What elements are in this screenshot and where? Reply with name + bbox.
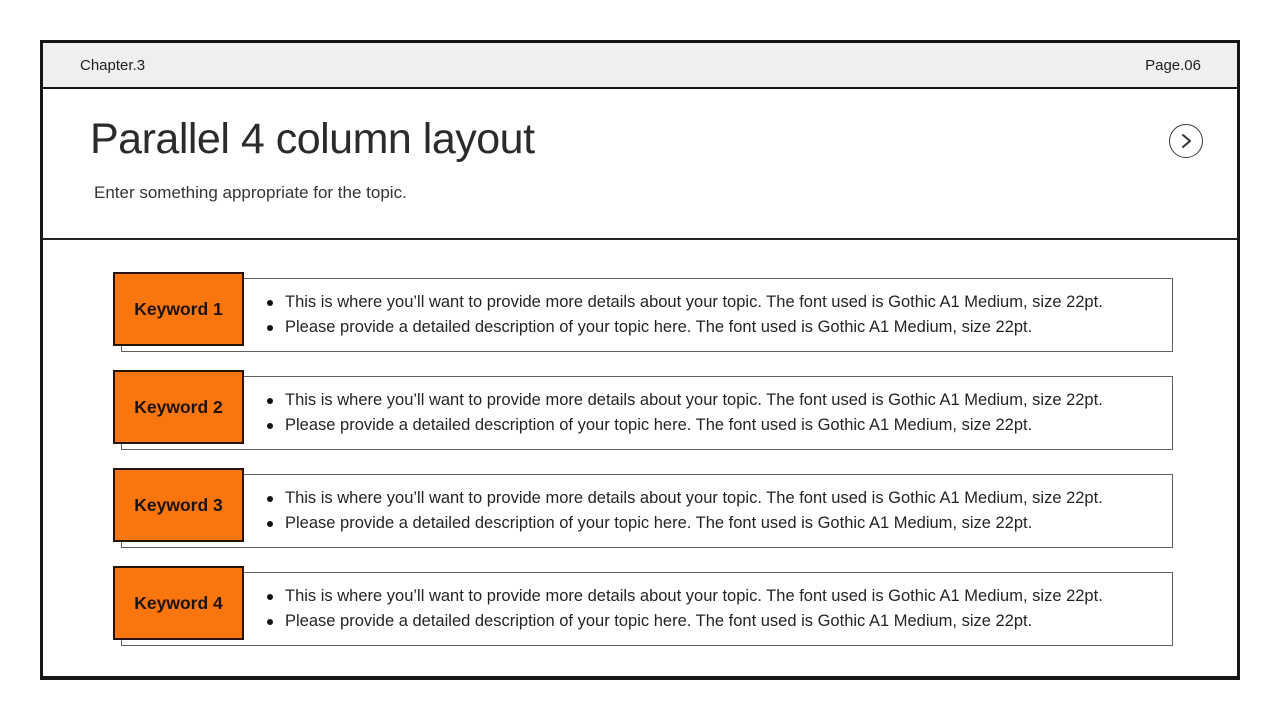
bullet-list: [267, 388, 1103, 438]
bullet-item: This is where you’ll want to provide more details about your topic. The font used is Gothic A1 Medium, size 22pt.: [267, 486, 1103, 511]
page-subtitle: Enter something appropriate for the topic.: [94, 183, 407, 202]
keyword-row: [121, 572, 1173, 646]
keyword-row: [121, 278, 1173, 352]
slide-header: [43, 43, 1237, 89]
bullet-item: This is where you’ll want to provide more details about your topic. The font used is Gothic A1 Medium, size 22pt.: [267, 584, 1103, 609]
keyword-badge: Keyword 2: [113, 370, 244, 444]
bullet-item: Please provide a detailed description of your topic here. The font used is Gothic A1 Medium, size 22pt.: [267, 609, 1103, 634]
page-number-label: Page.06: [1145, 56, 1201, 74]
content-section: [43, 240, 1237, 646]
bullet-item: Please provide a detailed description of your topic here. The font used is Gothic A1 Medium, size 22pt.: [267, 315, 1103, 340]
bullet-item: This is where you’ll want to provide more details about your topic. The font used is Gothic A1 Medium, size 22pt.: [267, 290, 1103, 315]
chevron-right-icon: [1179, 133, 1193, 149]
keyword-badge: Keyword 3: [113, 468, 244, 542]
bullet-list: [267, 584, 1103, 634]
slide-frame: [40, 40, 1240, 680]
keyword-row: [121, 474, 1173, 548]
page-title: Parallel 4 column layout: [90, 115, 535, 163]
keyword-badge: Keyword 1: [113, 272, 244, 346]
title-section: [43, 89, 1237, 240]
keyword-badge: Keyword 4: [113, 566, 244, 640]
bullet-item: Please provide a detailed description of your topic here. The font used is Gothic A1 Medium, size 22pt.: [267, 511, 1103, 536]
bullet-list: [267, 486, 1103, 536]
keyword-row: [121, 376, 1173, 450]
bullet-list: [267, 290, 1103, 340]
next-button[interactable]: [1169, 124, 1203, 158]
bullet-item: This is where you’ll want to provide more details about your topic. The font used is Gothic A1 Medium, size 22pt.: [267, 388, 1103, 413]
chapter-label: Chapter.3: [80, 56, 146, 74]
bullet-item: Please provide a detailed description of your topic here. The font used is Gothic A1 Medium, size 22pt.: [267, 413, 1103, 438]
